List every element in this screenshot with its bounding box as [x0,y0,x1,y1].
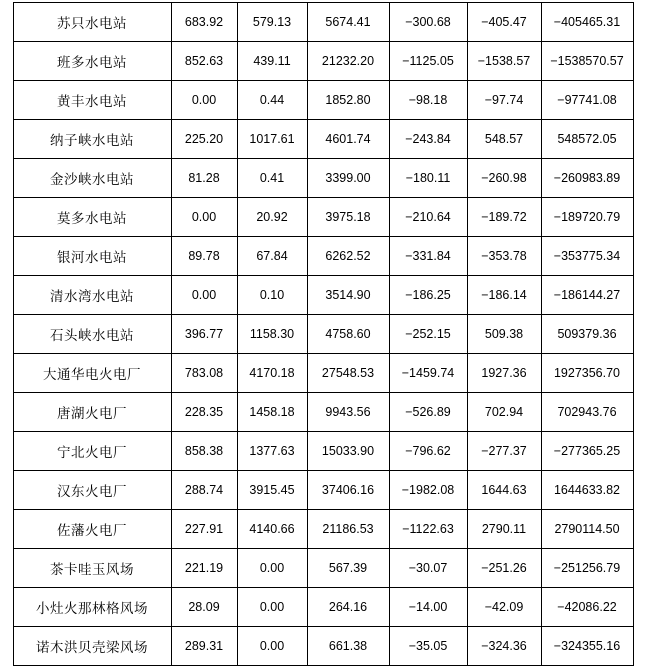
value-cell-6: 702943.76 [541,393,633,432]
value-cell-1: 289.31 [171,627,237,666]
value-cell-2: 20.92 [237,198,307,237]
value-cell-4: −14.00 [389,588,467,627]
value-cell-6: −324355.16 [541,627,633,666]
value-cell-5: 702.94 [467,393,541,432]
value-cell-2: 0.44 [237,81,307,120]
value-cell-2: 4170.18 [237,354,307,393]
value-cell-5: 1644.63 [467,471,541,510]
value-cell-4: −252.15 [389,315,467,354]
station-name-cell: 金沙峡水电站 [13,159,171,198]
value-cell-6: −189720.79 [541,198,633,237]
table-row [13,276,633,315]
value-cell-5: 509.38 [467,315,541,354]
value-cell-1: 225.20 [171,120,237,159]
station-name-cell: 汉东火电厂 [13,471,171,510]
value-cell-3: 15033.90 [307,432,389,471]
value-cell-4: −300.68 [389,3,467,42]
value-cell-5: −251.26 [467,549,541,588]
table-row [13,432,633,471]
table-row [13,3,633,42]
value-cell-3: 5674.41 [307,3,389,42]
value-cell-2: 439.11 [237,42,307,81]
station-name-cell: 宁北火电厂 [13,432,171,471]
value-cell-2: 0.00 [237,588,307,627]
value-cell-4: −243.84 [389,120,467,159]
value-cell-2: 67.84 [237,237,307,276]
value-cell-2: 1458.18 [237,393,307,432]
value-cell-3: 37406.16 [307,471,389,510]
table-row [13,627,633,666]
value-cell-1: 221.19 [171,549,237,588]
value-cell-4: −98.18 [389,81,467,120]
value-cell-5: −353.78 [467,237,541,276]
value-cell-6: −42086.22 [541,588,633,627]
table-row [13,315,633,354]
value-cell-2: 4140.66 [237,510,307,549]
value-cell-4: −1459.74 [389,354,467,393]
value-cell-5: −1538.57 [467,42,541,81]
value-cell-3: 3514.90 [307,276,389,315]
value-cell-3: 3399.00 [307,159,389,198]
station-name-cell: 黄丰水电站 [13,81,171,120]
table-row [13,120,633,159]
value-cell-3: 21232.20 [307,42,389,81]
value-cell-6: 1644633.82 [541,471,633,510]
value-cell-6: −405465.31 [541,3,633,42]
value-cell-1: 783.08 [171,354,237,393]
value-cell-5: 548.57 [467,120,541,159]
value-cell-2: 0.00 [237,549,307,588]
value-cell-6: −1538570.57 [541,42,633,81]
station-name-cell: 清水湾水电站 [13,276,171,315]
value-cell-6: −353775.34 [541,237,633,276]
value-cell-1: 0.00 [171,276,237,315]
value-cell-1: 683.92 [171,3,237,42]
value-cell-1: 228.35 [171,393,237,432]
value-cell-6: 548572.05 [541,120,633,159]
value-cell-1: 852.63 [171,42,237,81]
value-cell-4: −180.11 [389,159,467,198]
value-cell-3: 1852.80 [307,81,389,120]
value-cell-5: 2790.11 [467,510,541,549]
value-cell-1: 28.09 [171,588,237,627]
value-cell-3: 4601.74 [307,120,389,159]
value-cell-5: −97.74 [467,81,541,120]
value-cell-4: −1982.08 [389,471,467,510]
value-cell-1: 89.78 [171,237,237,276]
value-cell-6: 2790114.50 [541,510,633,549]
value-cell-4: −1122.63 [389,510,467,549]
value-cell-1: 0.00 [171,198,237,237]
station-name-cell: 茶卡哇玉风场 [13,549,171,588]
value-cell-6: −277365.25 [541,432,633,471]
table-row [13,393,633,432]
value-cell-4: −30.07 [389,549,467,588]
value-cell-2: 1377.63 [237,432,307,471]
station-name-cell: 唐湖火电厂 [13,393,171,432]
value-cell-4: −331.84 [389,237,467,276]
value-cell-6: −97741.08 [541,81,633,120]
value-cell-6: 1927356.70 [541,354,633,393]
station-name-cell: 莫多水电站 [13,198,171,237]
power-station-data-table [13,2,634,666]
station-name-cell: 小灶火那林格风场 [13,588,171,627]
value-cell-2: 579.13 [237,3,307,42]
table-row [13,42,633,81]
value-cell-4: −35.05 [389,627,467,666]
value-cell-5: −42.09 [467,588,541,627]
station-name-cell: 佐藩火电厂 [13,510,171,549]
value-cell-6: −260983.89 [541,159,633,198]
value-cell-4: −796.62 [389,432,467,471]
table-row [13,549,633,588]
value-cell-5: −405.47 [467,3,541,42]
value-cell-1: 858.38 [171,432,237,471]
station-name-cell: 银河水电站 [13,237,171,276]
table-row [13,588,633,627]
table-body [13,3,633,666]
value-cell-3: 3975.18 [307,198,389,237]
station-name-cell: 石头峡水电站 [13,315,171,354]
value-cell-5: −324.36 [467,627,541,666]
value-cell-3: 6262.52 [307,237,389,276]
value-cell-2: 0.10 [237,276,307,315]
value-cell-1: 396.77 [171,315,237,354]
value-cell-5: 1927.36 [467,354,541,393]
value-cell-2: 0.41 [237,159,307,198]
value-cell-5: −186.14 [467,276,541,315]
station-name-cell: 苏只水电站 [13,3,171,42]
value-cell-4: −526.89 [389,393,467,432]
station-name-cell: 纳子峡水电站 [13,120,171,159]
value-cell-3: 21186.53 [307,510,389,549]
value-cell-5: −260.98 [467,159,541,198]
value-cell-6: −186144.27 [541,276,633,315]
table-row [13,159,633,198]
value-cell-4: −186.25 [389,276,467,315]
table-row [13,237,633,276]
value-cell-4: −1125.05 [389,42,467,81]
value-cell-6: −251256.79 [541,549,633,588]
value-cell-3: 27548.53 [307,354,389,393]
value-cell-1: 288.74 [171,471,237,510]
table-row [13,471,633,510]
value-cell-4: −210.64 [389,198,467,237]
value-cell-5: −277.37 [467,432,541,471]
value-cell-1: 0.00 [171,81,237,120]
station-name-cell: 班多水电站 [13,42,171,81]
value-cell-2: 3915.45 [237,471,307,510]
value-cell-2: 1158.30 [237,315,307,354]
value-cell-3: 264.16 [307,588,389,627]
value-cell-3: 9943.56 [307,393,389,432]
station-name-cell: 诺木洪贝壳梁风场 [13,627,171,666]
table-row [13,81,633,120]
station-name-cell: 大通华电火电厂 [13,354,171,393]
value-cell-2: 1017.61 [237,120,307,159]
value-cell-3: 661.38 [307,627,389,666]
value-cell-1: 227.91 [171,510,237,549]
value-cell-2: 0.00 [237,627,307,666]
table-row [13,198,633,237]
value-cell-6: 509379.36 [541,315,633,354]
value-cell-5: −189.72 [467,198,541,237]
value-cell-3: 567.39 [307,549,389,588]
value-cell-1: 81.28 [171,159,237,198]
table-row [13,510,633,549]
table-row [13,354,633,393]
value-cell-3: 4758.60 [307,315,389,354]
